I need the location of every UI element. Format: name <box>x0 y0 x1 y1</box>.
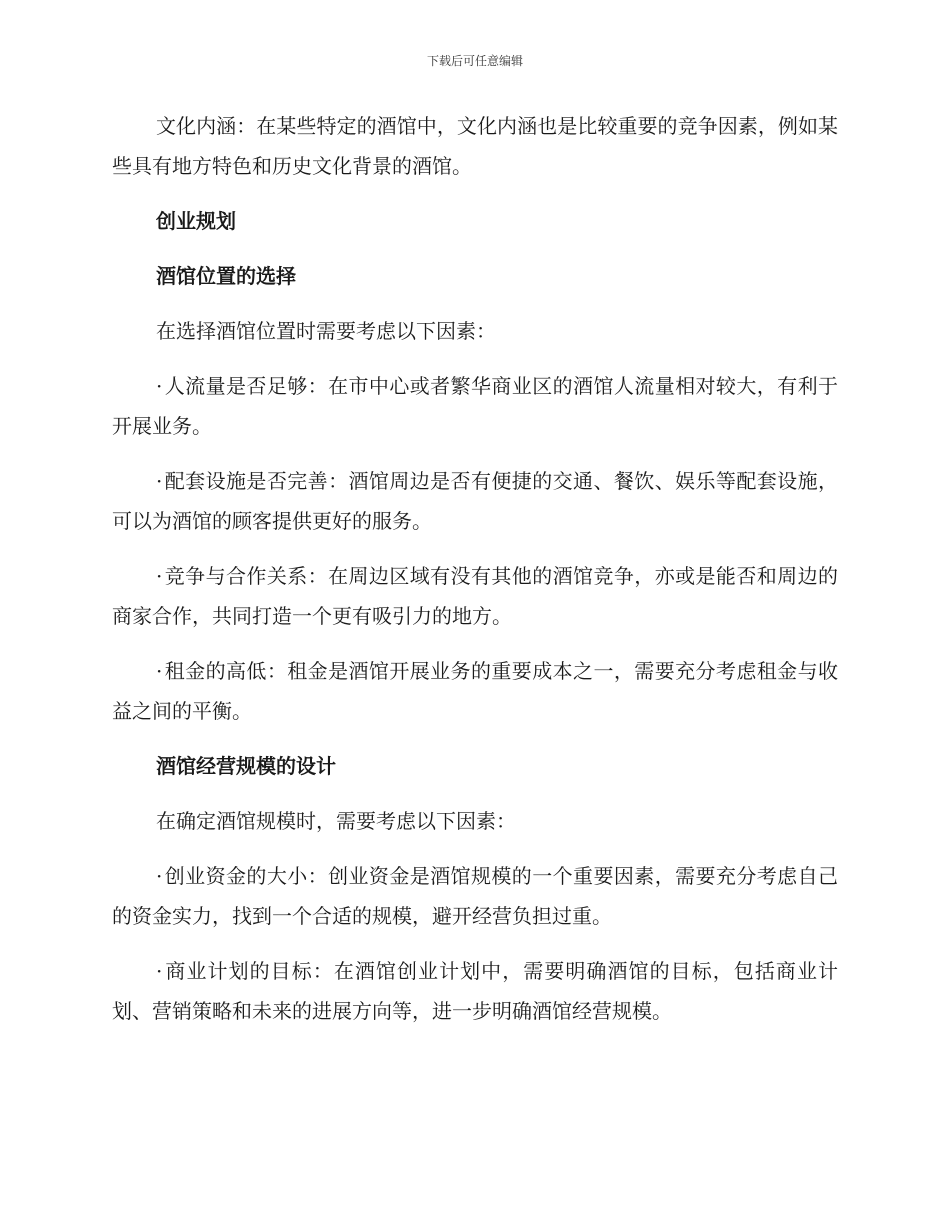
bullet-competition <box>112 556 838 636</box>
heading-location-choice <box>112 256 838 296</box>
paragraph-culture <box>112 106 838 186</box>
paragraph-text: 文化内涵：在某些特定的酒馆中，文化内涵也是比较重要的竞争因素，例如某些具有地方特色和历史文化背景的酒馆。 <box>112 114 838 178</box>
paragraph-location-intro <box>112 311 838 351</box>
heading-business-plan <box>112 201 838 241</box>
bullet-text: 租金的高低：租金是酒馆开展业务的重要成本之一，需要充分考虑租金与收益之间的平衡。 <box>112 659 838 723</box>
bullet-dot: · <box>156 959 163 983</box>
bullet-dot: · <box>156 864 163 888</box>
heading-text: 酒馆经营规模的设计 <box>156 754 336 778</box>
paragraph-scale-intro <box>112 801 838 841</box>
bullet-dot: · <box>156 469 163 493</box>
bullet-startup-capital <box>112 856 838 936</box>
bullet-text: 商业计划的目标：在酒馆创业计划中，需要明确酒馆的目标，包括商业计划、营销策略和未来的进展方向等，进一步明确酒馆经营规模。 <box>112 959 838 1023</box>
bullet-business-goals <box>112 951 838 1031</box>
heading-text: 创业规划 <box>156 209 236 233</box>
bullet-foot-traffic <box>112 366 838 446</box>
bullet-dot: · <box>156 564 163 588</box>
bullet-dot: · <box>156 659 163 683</box>
bullet-text: 创业资金的大小：创业资金是酒馆规模的一个重要因素，需要充分考虑自己的资金实力，找到一个合适的规模，避开经营负担过重。 <box>112 864 838 928</box>
bullet-text: 配套设施是否完善：酒馆周边是否有便捷的交通、餐饮、娱乐等配套设施，可以为酒馆的顾客提供更好的服务。 <box>112 469 838 533</box>
paragraph-text: 在确定酒馆规模时，需要考虑以下因素： <box>156 809 516 833</box>
bullet-rent <box>112 651 838 731</box>
bullet-text: 竞争与合作关系：在周边区域有没有其他的酒馆竞争，亦或是能否和周边的商家合作，共同打造一个更有吸引力的地方。 <box>112 564 838 628</box>
bullet-text: 人流量是否足够：在市中心或者繁华商业区的酒馆人流量相对较大，有利于开展业务。 <box>112 374 838 438</box>
heading-text: 酒馆位置的选择 <box>156 264 296 288</box>
paragraph-text: 在选择酒馆位置时需要考虑以下因素： <box>156 319 496 343</box>
bullet-facilities <box>112 461 838 541</box>
document-body <box>112 106 838 1031</box>
page-header: 下载后可任意编辑 <box>426 54 523 68</box>
bullet-dot: · <box>156 374 163 398</box>
heading-scale-design <box>112 746 838 786</box>
